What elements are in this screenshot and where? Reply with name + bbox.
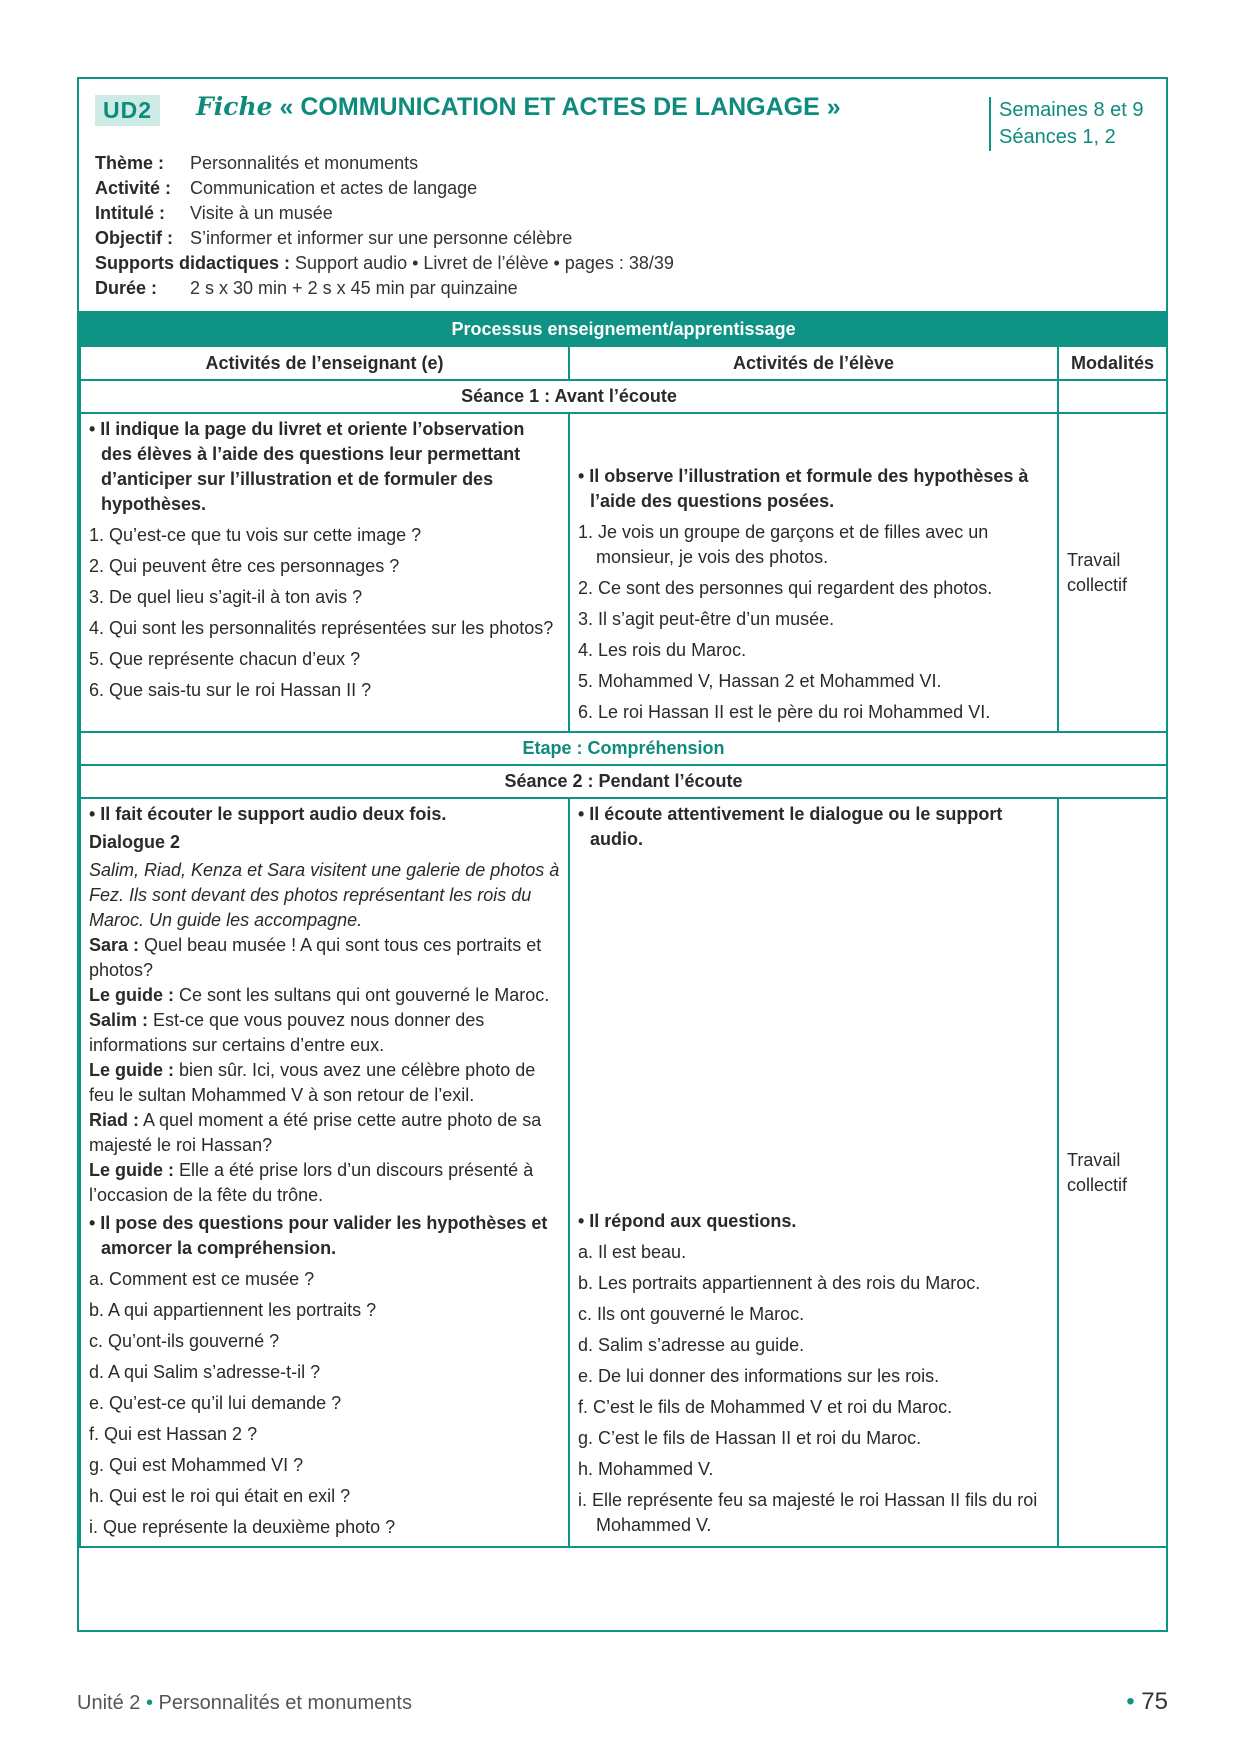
question-item: c. Qu’ont-ils gouverné ?	[89, 1331, 280, 1351]
page-number-box	[1126, 1688, 1168, 1716]
answer-item: g. C’est le fils de Hassan II et roi du Maroc.	[578, 1428, 922, 1448]
dialogue-line	[89, 1108, 560, 1158]
answer-item: h. Mohammed V.	[578, 1459, 714, 1479]
modalite-line: Travail	[1067, 1149, 1121, 1170]
speaker-text: Ce sont les sultans qui ont gouverné le Maroc.	[179, 985, 550, 1005]
meta-label: Supports didactiques :	[95, 253, 291, 273]
meta-label: Durée :	[95, 278, 158, 298]
s2-student-intro: • Il écoute attentivement le dialogue ou le support audio.	[578, 804, 1003, 849]
page-bullet: •	[1126, 1688, 1135, 1715]
speaker-name: Salim :	[89, 1010, 149, 1030]
s2-teacher-q-intro: • Il pose des questions pour valider les hypothèses et amorcer la compréhension.	[89, 1213, 548, 1258]
process-table	[79, 311, 1168, 1548]
meta-value: 2 s x 30 min + 2 s x 45 min par quinzaine	[190, 278, 518, 298]
speaker-text: Est-ce que vous pouvez nous donner des informations sur certains d’entre eux.	[89, 1010, 485, 1055]
dialogue-context: Salim, Riad, Kenza et Sara visitent une galerie de photos à Fez. Ils sont devant des photos représentant les rois du Maroc. Un guide les accompagne.	[89, 860, 560, 930]
s2-student-answers	[578, 1240, 1049, 1538]
col-modalites-header: Modalités	[1058, 346, 1167, 380]
speaker-name: Riad :	[89, 1110, 140, 1130]
sessions-label: Séances 1, 2	[999, 126, 1116, 148]
s1-modalite-cell	[1058, 413, 1167, 732]
s1-student-answers	[578, 520, 1049, 725]
question-item: 5. Que représente chacun d’eux ?	[89, 649, 361, 669]
question-item: 4. Qui sont les personnalités représentées sur les photos?	[89, 618, 554, 638]
col-teacher-header: Activités de l’enseignant (e)	[80, 346, 569, 380]
dialogue-line	[89, 983, 560, 1008]
page-footer	[77, 1688, 1168, 1715]
meta-intitule	[95, 201, 674, 226]
answer-item: c. Ils ont gouverné le Maroc.	[578, 1304, 805, 1324]
col-student-header: Activités de l’élève	[569, 346, 1058, 380]
meta-value: Support audio • Livret de l’élève • pages : 38/39	[295, 253, 674, 273]
unit-badge: UD2	[95, 95, 160, 126]
speaker-text: bien sûr. Ici, vous avez une célèbre photo de feu le sultan Mohammed V à son retour de l’exil.	[89, 1060, 536, 1105]
meta-label: Objectif :	[95, 228, 174, 248]
speaker-text: Quel beau musée ! A qui sont tous ces portraits et photos?	[89, 935, 542, 980]
dialogue-line	[89, 1008, 560, 1058]
meta-value: S’informer et informer sur une personne célèbre	[190, 228, 573, 248]
question-item: 6. Que sais-tu sur le roi Hassan II ?	[89, 680, 372, 700]
dialogue-line	[89, 1058, 560, 1108]
speaker-name: Le guide :	[89, 985, 174, 1005]
fiche-word: Fiche	[196, 92, 273, 121]
meta-label: Activité :	[95, 178, 172, 198]
question-item: e. Qu’est-ce qu’il lui demande ?	[89, 1393, 342, 1413]
question-item: d. A qui Salim s’adresse-t-il ?	[89, 1362, 321, 1382]
s2-student-cell	[569, 798, 1058, 1547]
meta-duree	[95, 276, 674, 301]
meta-block	[95, 151, 674, 301]
speaker-name: Le guide :	[89, 1060, 174, 1080]
footer-bullet: •	[145, 1692, 153, 1714]
sheet-header	[79, 79, 1166, 311]
question-item: i. Que représente la deuxième photo ?	[89, 1517, 396, 1537]
meta-value: Communication et actes de langage	[190, 178, 478, 198]
question-item: 1. Qu’est-ce que tu vois sur cette image ?	[89, 525, 422, 545]
meta-theme	[95, 151, 674, 176]
seance2-header: Séance 2 : Pendant l’écoute	[80, 765, 1167, 798]
meta-label: Thème :	[95, 153, 165, 173]
question-item: 3. De quel lieu s’agit-il à ton avis ?	[89, 587, 363, 607]
seance1-header: Séance 1 : Avant l’écoute	[80, 380, 1058, 413]
s2-teacher-questions	[89, 1267, 560, 1540]
speaker-name: Sara :	[89, 935, 140, 955]
question-item: b. A qui appartiennent les portraits ?	[89, 1300, 377, 1320]
title-text: « COMMUNICATION ET ACTES DE LANGAGE »	[279, 93, 841, 121]
s1-teacher-intro: • Il indique la page du livret et oriente l’observation des élèves à l’aide des questions leur permettant d’anticiper sur l’illustration et de formuler des hypothèses.	[89, 419, 525, 514]
s1-student-intro: • Il observe l’illustration et formule des hypothèses à l’aide des questions posées.	[578, 466, 1029, 511]
s2-student-q-intro: • Il répond aux questions.	[578, 1211, 797, 1231]
dialogue-title: Dialogue 2	[89, 832, 181, 852]
meta-objectif	[95, 226, 674, 251]
schedule-box	[989, 97, 1144, 151]
meta-value: Personnalités et monuments	[190, 153, 419, 173]
question-item: a. Comment est ce musée ?	[89, 1269, 315, 1289]
footer-unit: Unité 2	[77, 1692, 141, 1714]
s1-teacher-cell	[80, 413, 569, 732]
s2-teacher-cell	[80, 798, 569, 1547]
s1-student-cell	[569, 413, 1058, 732]
speaker-text: A quel moment a été prise cette autre photo de sa majesté le roi Hassan?	[89, 1110, 542, 1155]
page-number: 75	[1141, 1688, 1168, 1715]
dialogue-line	[89, 933, 560, 983]
answer-item: a. Il est beau.	[578, 1242, 687, 1262]
meta-value: Visite à un musée	[190, 203, 333, 223]
answer-item: f. C’est le fils de Mohammed V et roi du Maroc.	[578, 1397, 953, 1417]
dialogue-lines	[89, 933, 560, 1208]
speaker-name: Le guide :	[89, 1160, 174, 1180]
meta-supports	[95, 251, 674, 276]
question-item: 2. Qui peuvent être ces personnages ?	[89, 556, 400, 576]
footer-subject: Personnalités et monuments	[158, 1692, 412, 1714]
modalite-line: collectif	[1067, 1174, 1128, 1195]
s2-teacher-intro: • Il fait écouter le support audio deux fois.	[89, 804, 447, 824]
answer-item: d. Salim s’adresse au guide.	[578, 1335, 805, 1355]
meta-label: Intitulé :	[95, 203, 165, 223]
speaker-text: Elle a été prise lors d’un discours présenté à l’occasion de la fête du trône.	[89, 1160, 534, 1205]
answer-item: 3. Il s’agit peut-être d’un musée.	[578, 609, 835, 629]
question-item: h. Qui est le roi qui était en exil ?	[89, 1486, 351, 1506]
s2-student-answer-block	[578, 1209, 1049, 1544]
answer-item: b. Les portraits appartiennent à des rois du Maroc.	[578, 1273, 981, 1293]
modalite-line: collectif	[1067, 574, 1128, 595]
answer-item: i. Elle représente feu sa majesté le roi Hassan II fils du roi Mohammed V.	[578, 1490, 1038, 1535]
answer-item: e. De lui donner des informations sur les rois.	[578, 1366, 940, 1386]
meta-activite	[95, 176, 674, 201]
answer-item: 6. Le roi Hassan II est le père du roi Mohammed VI.	[578, 702, 991, 722]
sheet-title	[196, 92, 841, 122]
answer-item: 5. Mohammed V, Hassan 2 et Mohammed VI.	[578, 671, 942, 691]
question-item: f. Qui est Hassan 2 ?	[89, 1424, 258, 1444]
modalite-line: Travail	[1067, 549, 1121, 570]
dialogue-line	[89, 1158, 560, 1208]
seance1-header-empty	[1058, 380, 1167, 413]
s1-teacher-questions	[89, 523, 560, 703]
etape-header: Etape : Compréhension	[80, 732, 1167, 765]
answer-item: 2. Ce sont des personnes qui regardent des photos.	[578, 578, 993, 598]
answer-item: 1. Je vois un groupe de garçons et de filles avec un monsieur, je vois des photos.	[578, 522, 989, 567]
weeks-label: Semaines 8 et 9	[999, 99, 1144, 121]
s2-modalite-cell	[1058, 798, 1167, 1547]
process-header: Processus enseignement/apprentissage	[80, 312, 1167, 346]
lesson-sheet	[77, 77, 1168, 1632]
question-item: g. Qui est Mohammed VI ?	[89, 1455, 304, 1475]
answer-item: 4. Les rois du Maroc.	[578, 640, 747, 660]
